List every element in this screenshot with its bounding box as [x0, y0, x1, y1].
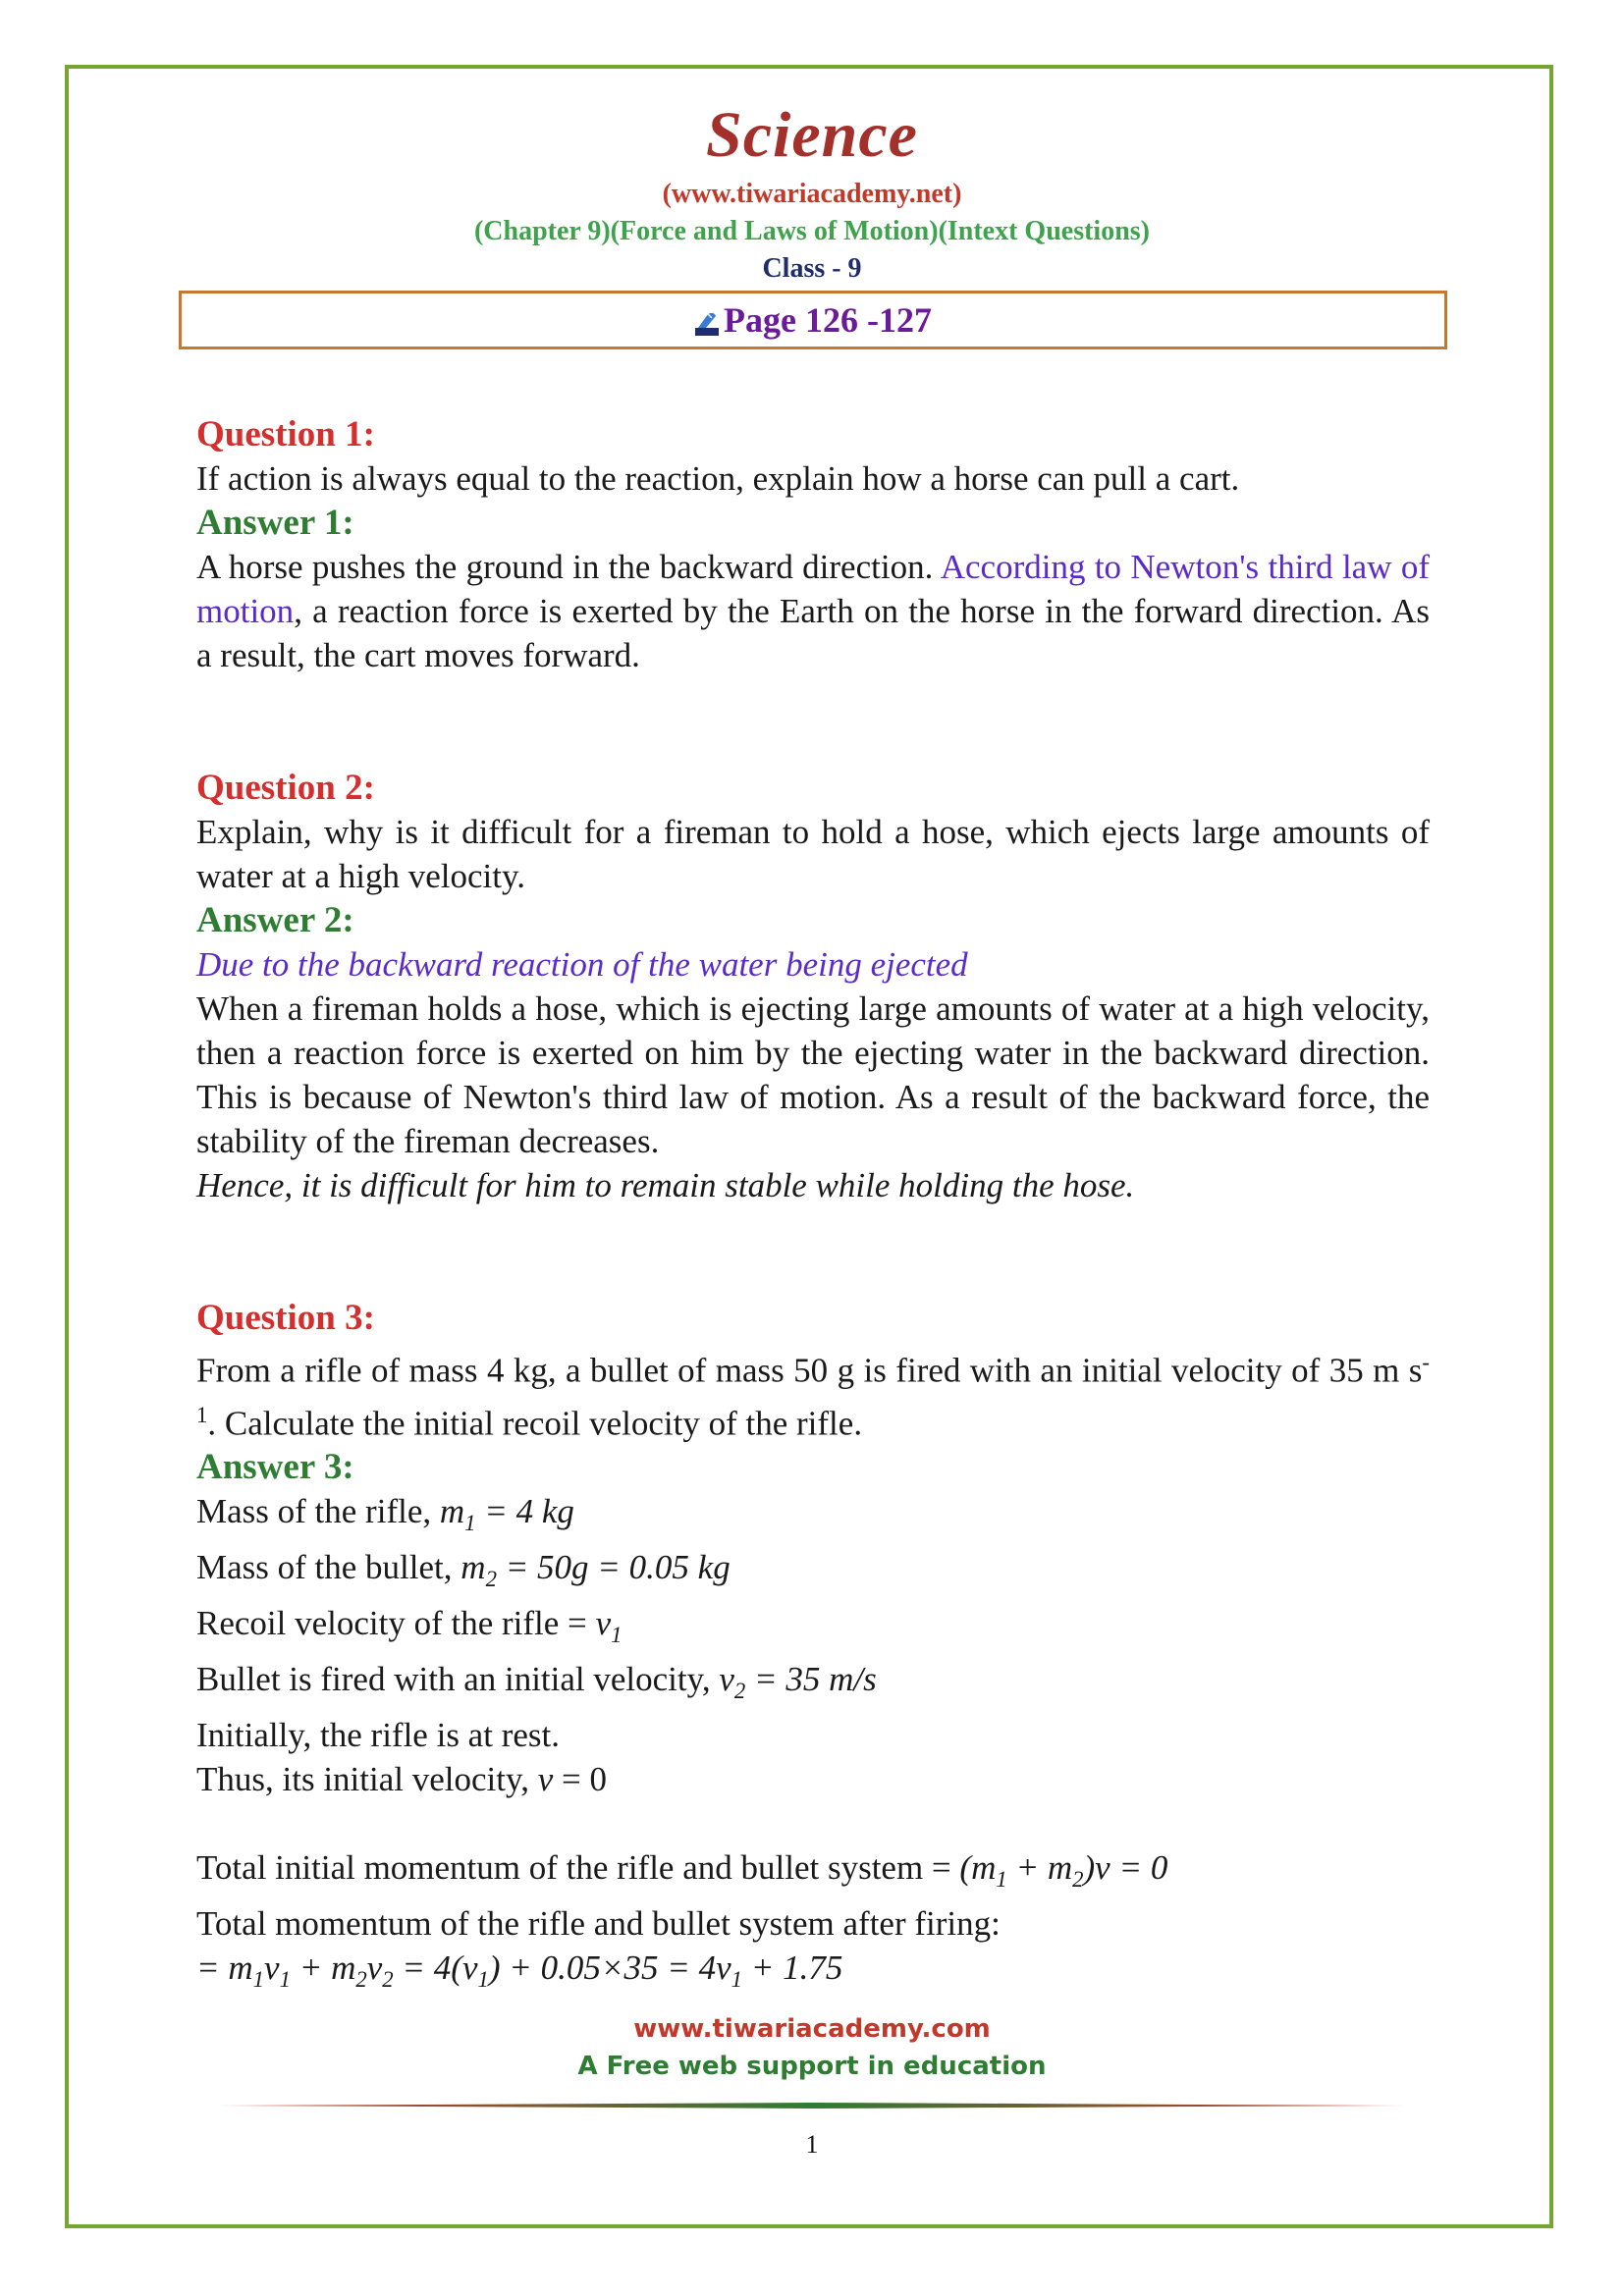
pen-icon: [694, 311, 720, 337]
footer-divider: [218, 2103, 1406, 2109]
question-1-text: If action is always equal to the reaction, explain how a horse can pull a cart.: [196, 459, 1240, 498]
page-reference-box: [179, 291, 1447, 349]
header-site[interactable]: (www.tiwariacademy.net): [662, 179, 962, 209]
answer-3-line-7: Total initial momentum of the rifle and bullet system = $(m_1 + m_2)v = 0$: [196, 1848, 1168, 1893]
answer-1-part2: , a reaction force is exerted by the Earth on the horse in the forward direction. As a result, the cart moves forward.: [196, 592, 1430, 674]
answer-3-line-3: Recoil velocity of the rifle = $v_1$: [196, 1604, 623, 1648]
answer-3-line-5: Initially, the rifle is at rest.: [196, 1716, 560, 1755]
page-number: 1: [805, 2130, 819, 2159]
question-2-text: Explain, why is it difficult for a fireman to hold a hose, which ejects large amounts of water at a high velocity.: [196, 813, 1430, 895]
answer-1-part1: A horse pushes the ground in the backward direction.: [196, 548, 941, 586]
answer-3-line-8: Total momentum of the rifle and bullet system after firing:: [196, 1904, 1001, 1944]
page-reference: Page 126 -127: [724, 300, 932, 340]
footer-site-link[interactable]: www.tiwariacademy.com: [633, 2014, 991, 2044]
question-1-heading: Question 1:: [196, 414, 375, 454]
line-3-label: Recoil velocity of the rifle =: [196, 1604, 596, 1643]
question-3-heading: Question 3:: [196, 1298, 375, 1338]
answer-2-body: When a fireman holds a hose, which is ejecting large amounts of water at a high velocity, then a reaction force is exerted on him by the ejecting water in the backward direction. This is because of Newton's third law of motion. As a result of the backward force, the stability of the fireman decreases.: [196, 989, 1430, 1160]
line-1-value: = 4 kg: [484, 1492, 574, 1531]
answer-2-highlight: Due to the backward reaction of the water being ejected: [196, 945, 968, 984]
question-3-text: [196, 1340, 1430, 1445]
answer-3-line-1: Mass of the rifle, $m_1 = 4$ kg: [196, 1492, 574, 1536]
answer-3-heading: Answer 3:: [196, 1447, 354, 1488]
answer-1-text: [196, 545, 1430, 677]
line-7-label: Total initial momentum of the rifle and bullet system =: [196, 1848, 960, 1888]
document-title: Science: [706, 99, 918, 171]
question-3-text-part1: From a rifle of mass 4 kg, a bullet of mass 50 g is fired with an initial velocity of 35 m s: [196, 1351, 1423, 1390]
footer-tagline: A Free web support in education: [577, 2052, 1047, 2081]
line-9-mid: = 4(: [402, 1949, 462, 1988]
class-label: Class - 9: [762, 253, 862, 284]
answer-1-highlight: According to Newton's third law of motion: [196, 548, 1430, 630]
line-4-label: Bullet is fired with an initial velocity,: [196, 1660, 720, 1699]
answer-2-heading: Answer 2:: [196, 900, 354, 940]
answer-3-line-6: Thus, its initial velocity, v = 0: [196, 1760, 607, 1799]
answer-3-line-9: = $m_1v_1 + m_2v_2 = 4(v_1) + 0.05\times 35 = 4v_1 + 1.75$: [196, 1949, 843, 1993]
line-2-label: Mass of the bullet,: [196, 1548, 461, 1587]
main-content: [196, 412, 1430, 2002]
answer-2-conclusion: Hence, it is difficult for him to remain stable while holding the hose.: [196, 1166, 1135, 1204]
question-2-heading: Question 2:: [196, 768, 375, 808]
answer-3-line-4: Bullet is fired with an initial velocity, $v_2 = 35$ m/s: [196, 1660, 877, 1704]
answer-3-line-2: Mass of the bullet, $m_2 = 50g = 0.05$ kg: [196, 1548, 731, 1592]
line-6-value: = 0: [553, 1760, 607, 1799]
line-9-end: ) + 0.05×35 = 4: [488, 1949, 717, 1988]
line-9-tail: + 1.75: [742, 1949, 843, 1988]
question-3-exponent: -1: [196, 1350, 1430, 1427]
question-3-text-part2: . Calculate the initial recoil velocity of the rifle.: [207, 1404, 863, 1443]
chapter-heading: (Chapter 9)(Force and Laws of Motion)(Intext Questions): [473, 216, 1151, 246]
line-7-value: v = 0: [1095, 1848, 1168, 1888]
line-6-label: Thus, its initial velocity,: [196, 1760, 538, 1799]
line-4-value: = 35 m/s: [754, 1660, 877, 1699]
line-2-value: = 50g = 0.05 kg: [505, 1548, 731, 1587]
line-1-label: Mass of the rifle,: [196, 1492, 440, 1531]
answer-1-heading: Answer 1:: [196, 503, 354, 543]
